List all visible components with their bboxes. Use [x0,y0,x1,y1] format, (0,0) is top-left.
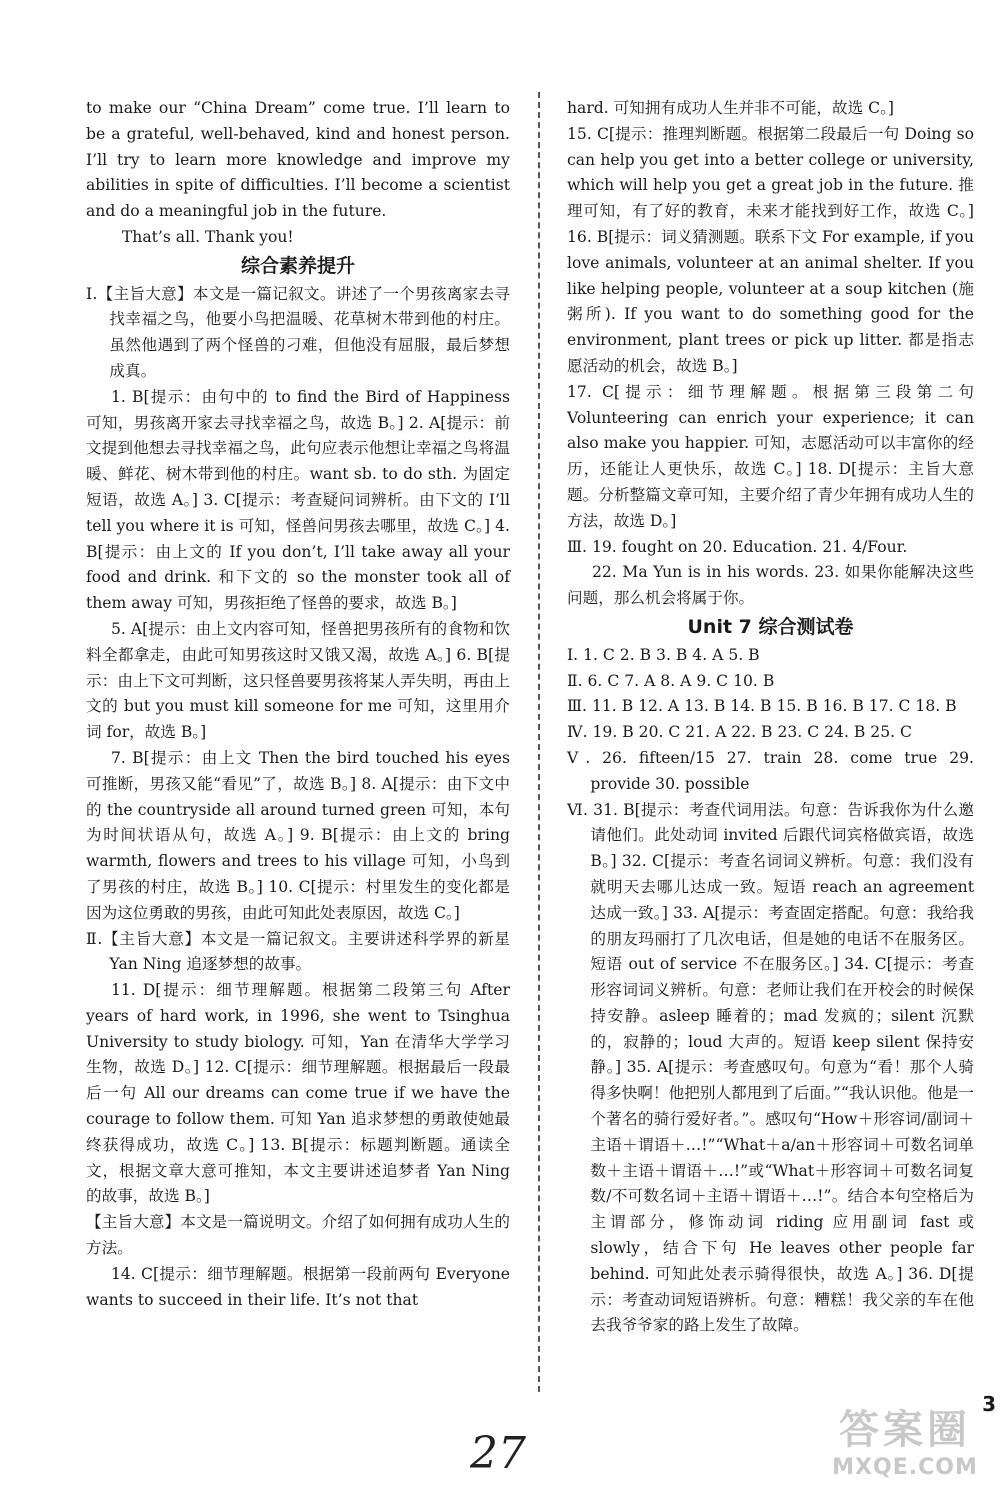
page-number: 3 [982,1392,996,1416]
answer-paragraph: Ⅵ. 31. B[提示：考查代词用法。句意：告诉我你为什么邀请他们。此处动词 invited 后跟代词宾格做宾语，故选 B。] 32. C[提示：考查名词词义辨析。句意：我们没有就明天去哪儿达成一致。短语 reach an agreement 达成一致。] 33. A[提示：考查固定搭配。句意：我给我的朋友玛丽打了几次电话，但是她的电话不在服务区。短语 out of service 不在服务区。] 34. C[提示：考查形容词词义辨析。句意：老师让我们在开校会的时候保持安静。asleep 睡着的；mad 发疯的；silent 沉默的，寂静的；loud 大声的。短语 keep silent 保持安静。] 35. A[提示：考查感叹句。句意为“看！那个人骑得多快啊！他把别人都甩到了后面。”“我认识他。他是一个著名的骑行爱好者。”。感叹句“How＋形容词/副词＋主语＋谓语＋…!”“What＋a/an＋形容词＋可数名词单数＋主语＋谓语＋…!”或“What＋形容词＋可数名词复数/不可数名词＋主语＋谓语＋…!”。结合本句空格后为主谓部分，修饰动词 riding 应用副词 fast 或 slowly，结合下句 He leaves other people far behind. 可知此处表示骑得很快，故选 A。] 36. D[提示：考查动词短语辨析。句意：糟糕！我父亲的车在他去我爷爷家的路上发生了故障。 [567,800,974,1335]
answer-line: Ⅴ. 26. fifteen/15 27. train 28. come true 29. provide 30. possible [567,748,974,793]
unit-title: Unit 7 综合测试卷 [687,615,854,638]
passage-one-summary: Ⅰ.【主旨大意】本文是一篇记叙文。讲述了一个男孩离家去寻找幸福之鸟，他要小鸟把温暖、花草树木带到他的村庄。虽然他遇到了两个怪兽的刁难，但他没有屈服，最后梦想成真。 [86,284,510,380]
left-column [86,96,510,1313]
answer-line: Ⅰ. 1. C 2. B 3. B 4. A 5. B [567,645,760,664]
passage-three-summary: 【主旨大意】本文是一篇说明文。介绍了如何拥有成功人生的方法。 [86,1213,510,1258]
essay-tail: to make our “China Dream” come true. I’ll learn to be a grateful, well-behaved, kind and honest person. I’ll try to learn more knowledge and improve my abilities in spite of difficulties. I’ll become a scientist and do a meaningful job in the future. [86,99,510,221]
answer-paragraph: 7. B[提示：由上文 Then the bird touched his eyes 可推断，男孩又能“看见”了，故选 B。] 8. A[提示：由下文中的 the countryside all around turned green 可知，本句为时间状语从句，故选 A。] 9. B[提示：由上文的 bring warmth, flowers and trees to his village 可知，小鸟到了男孩的村庄，故选 B。] 10. C[提示：村里发生的变化都是因为这位勇敢的男孩，由此可知此处表原因，故选 C。] [86,748,510,922]
answer-line: Ⅲ. 11. B 12. A 13. B 14. B 15. B 16. B 17. C 18. B [567,697,957,716]
answer-line: 22. Ma Yun is in his words. 23. 如果你能解决这些问题，那么机会将属于你。 [567,563,974,608]
right-column [567,96,974,1339]
answer-paragraph: 1. B[提示：由句中的 to find the Bird of Happiness 可知，男孩离开家去寻找幸福之鸟，故选 B。] 2. A[提示：前文提到他想去寻找幸福之鸟，此句应表示他想让幸福之鸟将温暖、鲜花、树木带到他的村庄。want sb. to do sth. 为固定短语，故选 A。] 3. C[提示：考查疑问词辨析。由下文的 I’ll tell you where it is 可知，怪兽问男孩去哪里，故选 C。] 4. B[提示：由上文的 If you don’t, I’ll take away all your food and drink. 和下文的 so the monster took all of them away 可知，男孩拒绝了怪兽的要求，故选 B。] [86,387,510,613]
answer-line: Ⅳ. 19. B 20. C 21. A 22. B 23. C 24. B 25. C [567,723,912,742]
answer-paragraph: 15. C[提示：推理判断题。根据第二段最后一句 Doing so can help you get into a better college or university, which will help you get a great job in the future. 推理可知，有了好的教育，未来才能找到好工作，故选 C。] 16. B[提示：词义猜测题。联系下文 For example, if you love animals, volunteer at an animal shelter. If you like helping people, volunteer at a soup kitchen (施粥所). If you want to do something good for the environment, plant trees or pick up litter. 都是指志愿活动的机会，故选 B。] [567,124,974,375]
answer-paragraph: 14. C[提示：细节理解题。根据第一段前两句 Everyone wants to succeed in their life. It’s not that [86,1264,510,1309]
watermark-url: MXQE.COM [832,1455,978,1480]
watermark-text: 答案圈 [839,1407,971,1453]
answer-paragraph: 5. A[提示：由上文内容可知，怪兽把男孩所有的食物和饮料全都拿走，由此可知男孩这时又饿又渴，故选 A。] 6. B[提示：由上下文可判断，这只怪兽要男孩将某人弄失明，再由上文的 but you must kill someone for me 可知，这里用介词 for，故选 B。] [86,619,510,742]
answer-paragraph: 11. D[提示：细节理解题。根据第二段第三句 After years of hard work, in 1996, she went to Tsinghua University to study biology. 可知，Yan 在清华大学学习生物，故选 D。] 12. C[提示：细节理解题。根据最后一段最后一句 All our dreams can come true if we have the courage to follow them. 可知 Yan 追求梦想的勇敢使她最终获得成功，故选 C。] 13. B[提示：标题判断题。通读全文，根据文章大意可推知，本文主要讲述追梦者 Yan Ning 的故事，故选 B。] [86,981,510,1206]
essay-closing: That’s all. Thank you! [121,227,294,246]
handwritten-note: 27 [470,1428,526,1479]
answer-line: Ⅱ. 6. C 7. A 8. A 9. C 10. B [567,671,775,690]
passage-two-summary: Ⅱ.【主旨大意】本文是一篇记叙文。主要讲述科学界的新星 Yan Ning 追逐梦想的故事。 [86,929,510,974]
column-divider [538,92,540,1392]
answer-line: Ⅲ. 19. fought on 20. Education. 21. 4/Four. [567,537,908,556]
answer-paragraph: hard. 可知拥有成功人生并非不可能，故选 C。] [567,99,894,117]
answer-paragraph: 17. C[提示：细节理解题。根据第三段第二句 Volunteering can enrich your experience; it can also make you happier. 可知，志愿活动可以丰富你的经历，还能让人更快乐，故选 C。] 18. D[提示：主旨大意题。分析整篇文章可知，主要介绍了青少年拥有成功人生的方法，故选 D。] [567,382,974,530]
watermark-logo [820,1405,990,1495]
section-title: 综合素养提升 [240,254,355,277]
